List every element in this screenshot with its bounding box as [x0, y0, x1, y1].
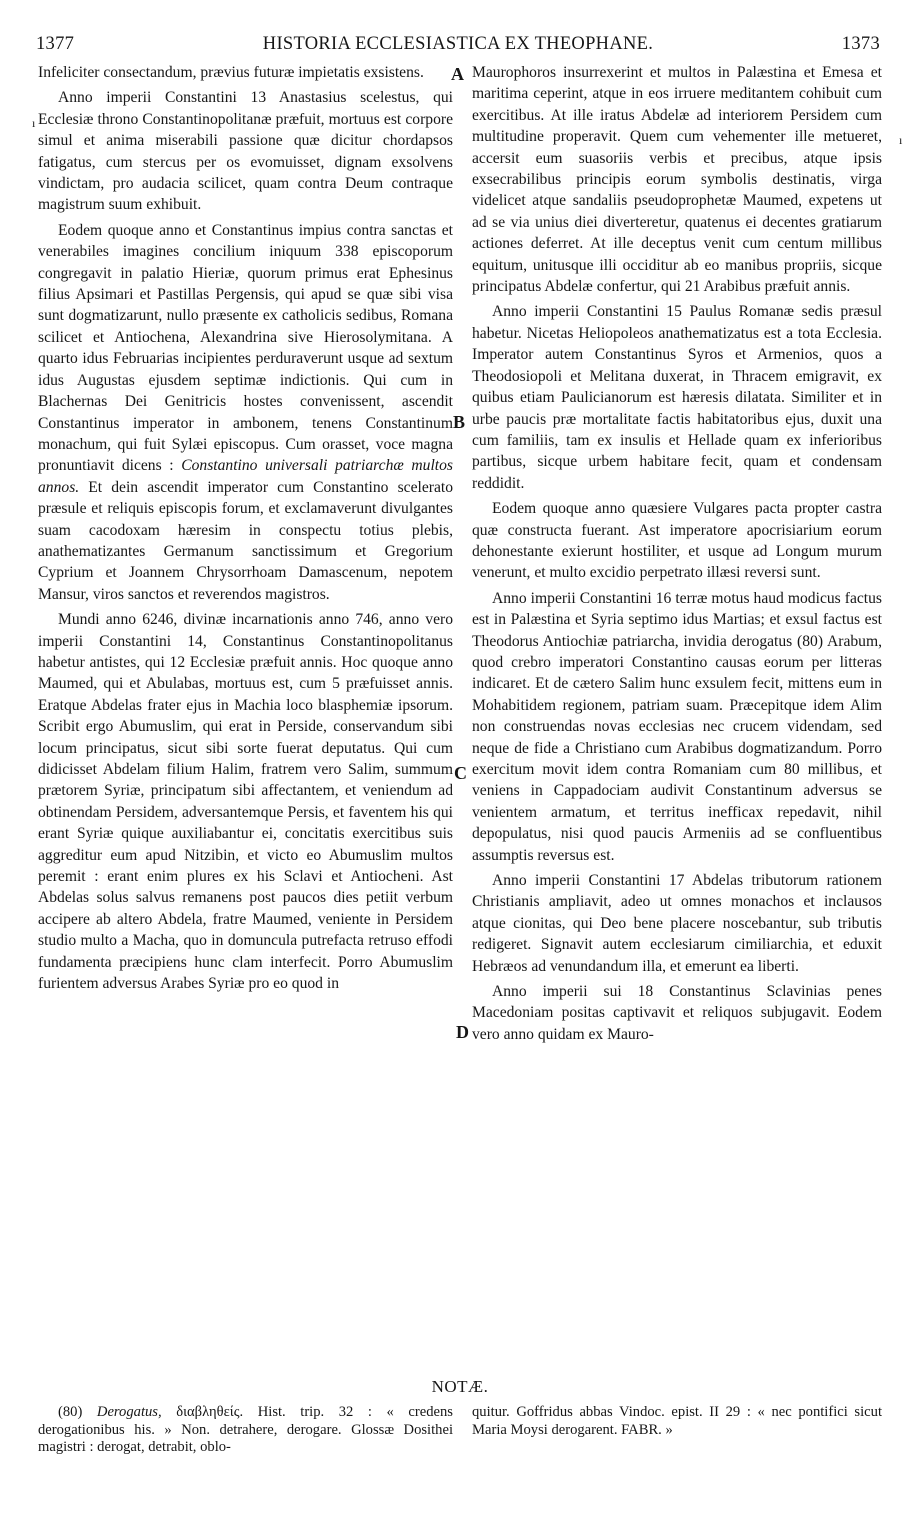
paragraph: Eodem quoque anno quæsiere Vulgares pacta propter castra quæ constructa fuerant. Ast imperatore apocrisiarium eorum dehonestante exierunt hostiliter, et usque ad Longum murum venerunt, et multo excidio perpetrato illæsi reversi sunt.	[472, 500, 882, 582]
paragraph: Anno imperii Constantini 16 terræ motus haud modicus factus est in Palæstina et Syria septimo idus Martias; et exsul factus est Theodorus Antiochiæ patriarcha, invidia derogatus (80) Arabum, quod crebro imperatori Constantino causas eorum per litteras indicaret. Et de cætero Salim hunc exsulem fecit, mittens eum in Mohabitidem regionem, patriam suam. Præcepitque idem Alim non construendas novas ecclesias nec crucem videndam, sed neque de fide a Christiano cum Arabibus dogmatizandum. Porro exercitum movit idem contra Romaniam cum 80 millibus, et veniens in Cappadociam audivit Constantinum adversus se venientem armatum, et territus inefficax repedavit, nihil depopulatus, nisi quod paucis Armeniis ad se confluentibus assumptis reversus est.	[472, 589, 882, 864]
footnote-lemma: Derogatus,	[96, 1404, 162, 1420]
right-column	[472, 62, 882, 1372]
paragraph: Anno imperii Constantini 17 Abdelas tributorum rationem Christianis ampliavit, adeo ut omnes monachos et inclausos atque cionitas, qui Deo bene placere noscebantur, sub tributis redigeret. Signavit autem ecclesiarum cimiliarchia, et eduxit Hebræos ad venundandum illa, et emerunt ea liberti.	[472, 872, 882, 975]
paragraph: Anno imperii Constantini 13 Anastasius scelestus, qui Ecclesiæ throno Constantinopolitanæ præfuit, mortuus est corpore simul et anima miserabili passione quæ dicitur chordapsos fatigatus, cum stercus per os evomuisset, dignam exsolvens vindictam, pro audacia scilicet, quam contra Deum contraque magistrum suum exhibuit.	[38, 89, 453, 214]
page-number-right: 1373	[841, 34, 880, 54]
footnote-number: (80)	[58, 1404, 83, 1420]
paragraph: Anno imperii sui 18 Constantinus Sclavinias penes Macedoniam positas captivavit et reliquos subjugavit. Eodem vero anno quidam ex Mauro-	[472, 983, 882, 1043]
footnote-80	[38, 1404, 453, 1457]
paragraph: Anno imperii Constantini 15 Paulus Romanæ sedis præsul habetur. Nicetas Heliopoleos anathematizatus est a tota Ecclesia. Imperator autem Constantinus Syros et Armenios, quos a Theodosiopoli et Melitana duxerat, in Thracem emigravit, ex quibus etiam Paulicianorum est hæresis dilatata. Similiter et in urbe paucis præ mortalitate factis habitatoribus ejus, duxit una cum familiis, tam ex insulis et Hellade quam ex inferioribus partibus, sicque urbem habitare fecit, quam et condensam reddidit.	[472, 303, 882, 492]
footnote-right	[472, 1404, 882, 1464]
running-title: HISTORIA ECCLESIASTICA EX THEOPHANE.	[262, 34, 654, 54]
margin-marker-c: C	[454, 763, 467, 783]
footnote-text: διαβληθείς. Hist. trip. 32 : « credens derogationibus his. » Non. detrahere, derogare. Glossæ Dosithei magistri : derogat, detrabit, oblo-	[38, 1404, 453, 1455]
paragraph: Maurophoros insurrexerint et multos in Palæstina et Emesa et maritima ceperint, atque in eos irruere meditantem cohibuit cum exercitibus. At ille iratus Abdelæ ad interiorem Persidem cum multitudine properavit. Quem cum vehementer ille metueret, accersit eum suasoriis verbis et precibus, atque ipsis exsecrabilibus principis eorum symbolis destinatis, virga videlicet atque sandaliis pseudoprophetæ Maumed, expetens ut ad se via unius diei diverteretur, quatenus ei decentes gratiarum actiones deferret. At ille deceptus venit cum centum millibus equitum, unitusque illi occiditur ab eo manibus propriis, sicque principatus Abdelæ confertur, qui 21 Arabibus præfuit annis.	[472, 64, 882, 296]
acclamation-italic: Constantino universali patriarchæ multos annos.	[38, 457, 453, 496]
footnote-left	[38, 1404, 453, 1464]
paragraph	[38, 220, 453, 605]
paragraph-text: Et dein ascendit imperator cum Constantino scelerato præsule et reliquis episcopis forum, et exclamaverunt divulgantes suam cacodoxam hæresim in conspectu totius plebis, anathematizantes Germanum sanctissimum et Gregorium Cyprium et Joannem Chrysorrhoam Damascenum, nepotem Mansur, viros sanctos et reverendos magistros.	[38, 478, 453, 603]
page-number-left: 1377	[36, 34, 75, 54]
margin-marker-b: B	[453, 412, 466, 432]
paragraph: Infeliciter consectandum, prævius futuræ impietatis exsistens.	[38, 64, 424, 81]
paragraph: Mundi anno 6246, divinæ incarnationis anno 746, anno vero imperii Constantini 14, Constantinus Constantinopolitanus habetur antistes, qui 12 Ecclesiæ præfuit annis. Hoc quoque anno Maumed, qui et Abulabas, mortuus est, cum 5 præfuisset annis. Eratque Abdelas frater ejus in Machia loco blasphemiæ ipsorum. Scribit ergo Abumuslim, qui erat in Perside, conservandum sibi locum principatus, sicut sibi sorte fuerat deputatus. Qui cum didicisset Abdelam filium Halim, fratrem vero Salim, summum prætorem Syriæ, principatum sibi affectantem, et veniendum ad obtinendam Persidem, adversantemque Persis, et faventem his qui erant Syriæ quique auxiliabantur ei, concitatis exercitibus suis aggreditur eum apud Nitzibin, et victo eo Abumuslim multos peremit : erant enim plures ex his Sclavi et Antiocheni. Ast Abdelas solus salvus remanens post paucos dies petiit verbum accipere ab altero Abdela, fratre Maumed, veniente in Persidem studio multo a Macha, quo in domuncula putrefacta retruso effodi fundamenta præcipiens hunc clam interfecit. Porro Abumuslim furientem adversus Arabes Syriæ pro eo quod in	[38, 611, 453, 993]
margin-marker-a: A	[451, 64, 464, 84]
margin-tick-right: ı	[899, 133, 903, 147]
notes-title: NOTÆ.	[431, 1377, 489, 1396]
left-column	[38, 62, 453, 1372]
page-header	[36, 30, 880, 60]
footnote-continuation: quitur. Goffridus abbas Vindoc. epist. II 29 : « nec pontifici sicut Maria Moysi derogarent. FABR. »	[472, 1404, 882, 1438]
margin-tick-left: ı	[32, 116, 36, 130]
paragraph-text: Eodem quoque anno et Constantinus impius contra sanctas et venerabiles imagines concilium iniquum 338 episcoporum congregavit in palatio Hieriæ, quorum primus erat Ephesinus filius Apsimari et Pastillas Pergensis, qui apud se quæ sibi visa sunt dogmatizarunt, nullo præsente ex catholicis sedibus, Romana scilicet et Antiochena, Alexandrina sive Hierosolymitana. A quarto idus Februarias incipientes perduraverunt usque ad sextum idus Augustas ejusdem septimæ indictionis. Qui cum in Blachernas Dei Genitricis hostes convenissent, ascendit Constantinus imperator in ambonem, tenens Constantinum monachum, qui fuit Sylæi episcopus. Cum orasset, voce magna pronuntiavit dicens :	[38, 221, 453, 475]
margin-marker-d: D	[456, 1022, 469, 1042]
